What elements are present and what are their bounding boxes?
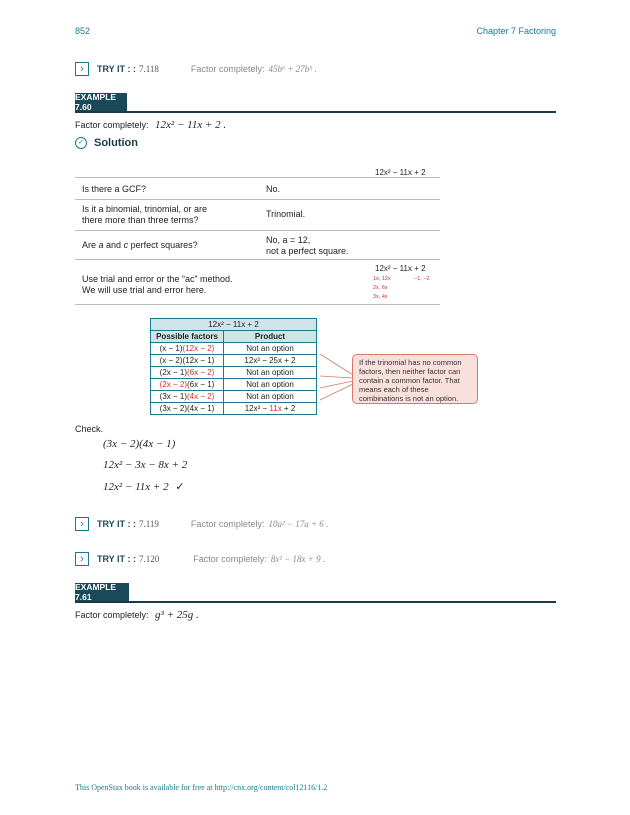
checkmark-icon: ✓ <box>175 481 185 493</box>
squares-answer-1: No, a = 12, <box>266 235 311 245</box>
chevron-right-icon[interactable]: › <box>75 517 89 531</box>
divider <box>75 304 440 305</box>
type-answer: Trinomial. <box>266 209 306 219</box>
try-it-math: 45b⁶ + 27b⁵ . <box>268 64 317 74</box>
factor-table <box>150 318 317 415</box>
example-7-60-bar <box>75 93 556 113</box>
squares-question: Are a and c perfect squares? <box>82 240 198 250</box>
try-it-7-118 <box>75 60 317 78</box>
example-prompt <box>75 119 226 131</box>
factor-table-caption: 12x² − 11x + 2 <box>151 319 317 331</box>
table-row: (2x − 2)(6x − 1) Not an option <box>151 379 317 391</box>
try-it-number: 7.119 <box>139 519 159 529</box>
type-question-1: Is it a binomial, trinomial, or are <box>82 204 208 214</box>
try-it-label: TRY IT : : <box>97 64 136 74</box>
try-it-math: 10a² − 17a + 6 . <box>268 519 329 529</box>
try-it-math: 8x² − 18x + 9 . <box>270 554 326 564</box>
try-it-number: 7.118 <box>139 64 159 74</box>
check-line-1: (3x − 2)(4x − 1) <box>103 438 176 450</box>
gcf-question: Is there a GCF? <box>82 184 147 194</box>
table-row: (3x − 2)(4x − 1) 12x² − 11x + 2 <box>151 403 317 415</box>
method-expression: 12x² − 11x + 2 <box>375 264 426 273</box>
try-it-label: TRY IT : : <box>97 554 136 564</box>
divider <box>75 177 440 178</box>
header-product: Product <box>224 331 317 343</box>
chapter-title: Chapter 7 Factoring <box>476 26 556 36</box>
check-label: Check. <box>75 424 104 434</box>
table-row: (x − 2)(12x − 1) 12x² − 25x + 2 <box>151 355 317 367</box>
prompt-math: g³ + 25g . <box>155 609 199 621</box>
footer-note: This OpenStax book is available for free at http://cnx.org/content/col12116/1.2 <box>75 783 328 792</box>
try-it-prompt: Factor completely: <box>193 554 267 564</box>
divider <box>75 199 440 200</box>
method-line-1: Use trial and error or the “ac” method. <box>82 274 233 284</box>
page-number: 852 <box>75 26 91 36</box>
divider <box>75 230 440 231</box>
try-it-7-119 <box>75 515 328 533</box>
try-it-7-120 <box>75 550 325 568</box>
factor-pairs-c: −1, −2 <box>414 276 430 282</box>
prompt-text: Factor completely: <box>75 610 149 620</box>
prompt-text: Factor completely: <box>75 120 149 130</box>
try-it-label: TRY IT : : <box>97 519 136 529</box>
example-prompt <box>75 609 199 621</box>
example-tag: EXAMPLE 7.60 <box>75 93 127 111</box>
solution-heading <box>75 137 138 149</box>
check-line-2: 12x² − 3x − 8x + 2 <box>103 459 188 471</box>
check-circle-icon: ✓ <box>75 137 87 149</box>
factor-pairs-a: 1x, 12x 2x, 6x 3x, 4x <box>373 276 391 300</box>
divider <box>75 259 440 260</box>
header-possible-factors: Possible factors <box>151 331 224 343</box>
solution-label: Solution <box>94 137 138 149</box>
callout-connector <box>320 345 354 415</box>
gcf-answer: No. <box>266 184 281 194</box>
method-line-2: We will use trial and error here. <box>82 285 207 295</box>
example-tag: EXAMPLE 7.61 <box>75 583 129 601</box>
squares-answer-2: not a perfect square. <box>266 246 349 256</box>
try-it-number: 7.120 <box>139 554 160 564</box>
check-line-3: 12x² − 11x + 2 ✓ <box>103 481 185 493</box>
expression-top: 12x² − 11x + 2 <box>375 168 426 177</box>
try-it-prompt: Factor completely: <box>190 519 265 529</box>
example-7-61-bar <box>75 583 556 603</box>
table-row: (x − 1)(12x − 2) Not an option <box>151 343 317 355</box>
table-row: (3x − 1)(4x − 2) Not an option <box>151 391 317 403</box>
prompt-math: 12x² − 11x + 2 . <box>155 119 227 131</box>
try-it-prompt: Factor completely: <box>190 64 265 74</box>
type-question-2: there more than three terms? <box>82 215 199 225</box>
chevron-right-icon[interactable]: › <box>75 62 89 76</box>
table-row: (2x − 1)(6x − 2) Not an option <box>151 367 317 379</box>
chevron-right-icon[interactable]: › <box>75 552 89 566</box>
callout-note: If the trinomial has no common factors, then neither factor can contain a common factor. That means each of these combinations is not an option. <box>352 354 478 404</box>
